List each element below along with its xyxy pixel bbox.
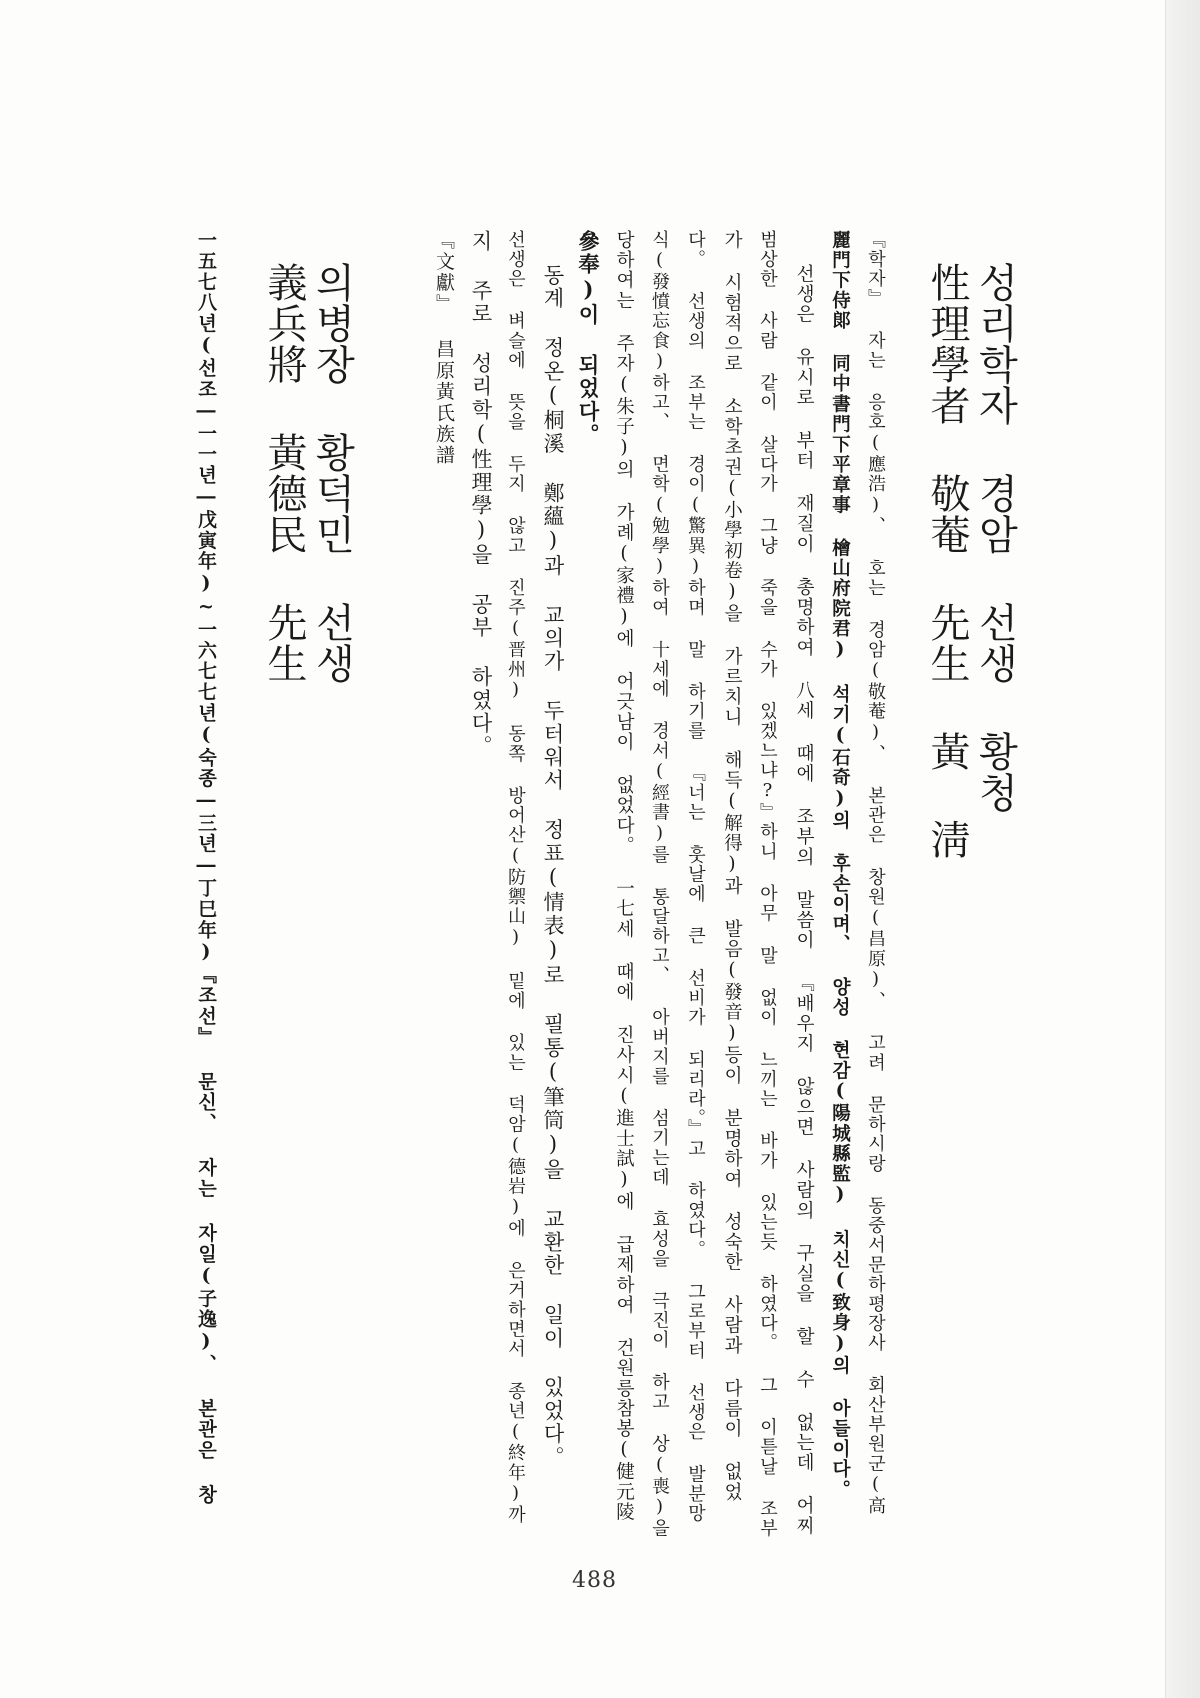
page-number: 488 [572, 1568, 617, 1593]
article1-title-hangul: 성리학자 경암 선생 황청 [972, 262, 1018, 813]
article2-title-hangul: 의병장 황덕민 선생 [309, 262, 355, 684]
article1-line-6: 다。 선생의 조부는 경이(驚異)하며 말 하기를 『너는 훗날에 큰 선비가 되리라。』고 하였다。 그로부터 선생은 발분망 [685, 230, 706, 1524]
page-edge-shadow [1166, 0, 1200, 1698]
article1-line-1: 『학자』 자는 응호(應浩)、 호는 경암(敬菴)、 본관은 창원(昌原)、 고려 문하시랑 동중서문하평장사 회산부원군(高 [865, 230, 886, 1516]
article2-line-1: 一五七八년(선조―一一년―戊寅年)~一六七七년(숙종―三년―丁巳年)『조선』 문신、 자는 자일(子逸)、 본관은 창 [195, 230, 217, 1506]
article1-line-4: 범상한 사람 같이 살다가 그냥 죽을 수가 있겠느냐?』하니 아무 말 없이 느끼는 바가 있는듯 하였다。 그 이튿날 조부 [757, 230, 778, 1539]
article1-line-2: 麗門下侍郞 同中書門下平章事 檜山府院君) 석기(石奇)의 후손이며、 양성 현감(陽城縣監) 치신(致身)의 아들이다。 [829, 230, 851, 1500]
article1-line-8: 당하여는 주자(朱子)의 가례(家禮)에 어긋남이 없었다。 一七세 때에 진사시(進士試)에 급제하여 건원릉참봉(健元陵 [613, 230, 635, 1523]
article1-line-3: 선생은 유시로 부터 재질이 총명하여 八세 때에 조부의 말씀이 『배우지 않으면 사람의 구실을 할 수 없는데 어찌 [793, 264, 815, 1537]
article1-line-10: 동계 정온(桐溪 鄭蘊)과 교의가 두터워서 정표(情表)로 필통(筆筒)을 교환한 일이 있었다。 [541, 264, 565, 1469]
article2-title-hanja: 義兵將 黃德民 先生 [261, 262, 307, 684]
article1-line-5: 가 시험적으로 소학초권(小學初卷)을 가르치니 해득(解得)과 발음(發音)등이 분명하여 성숙한 사람과 다름이 없었 [721, 230, 743, 1503]
article1-line-9: 參奉)이 되었다。 [576, 230, 601, 447]
article1-line-11: 선생은 벼슬에 뜻을 두지 않고 진주(晋州) 동쪽 방어산(防禦山) 밑에 있는 덕암(德岩)에 은거하면서 종년(終年)까 [505, 230, 526, 1525]
article1-source: 『文獻』 昌原黃氏族譜 [433, 230, 455, 467]
article1-line-12: 지 주로 성리학(性理學)을 공부 하였다。 [469, 230, 493, 759]
article1-line-7: 식(發憤忘食)하고、 면학(勉學)하여 十세에 경서(經書)를 통달하고、 아버지를 섬기는데 효성을 극진이 하고 상(喪)을 [649, 230, 670, 1539]
article1-title-hanja: 性理學者 敬菴 先生 黃 淸 [924, 262, 970, 860]
